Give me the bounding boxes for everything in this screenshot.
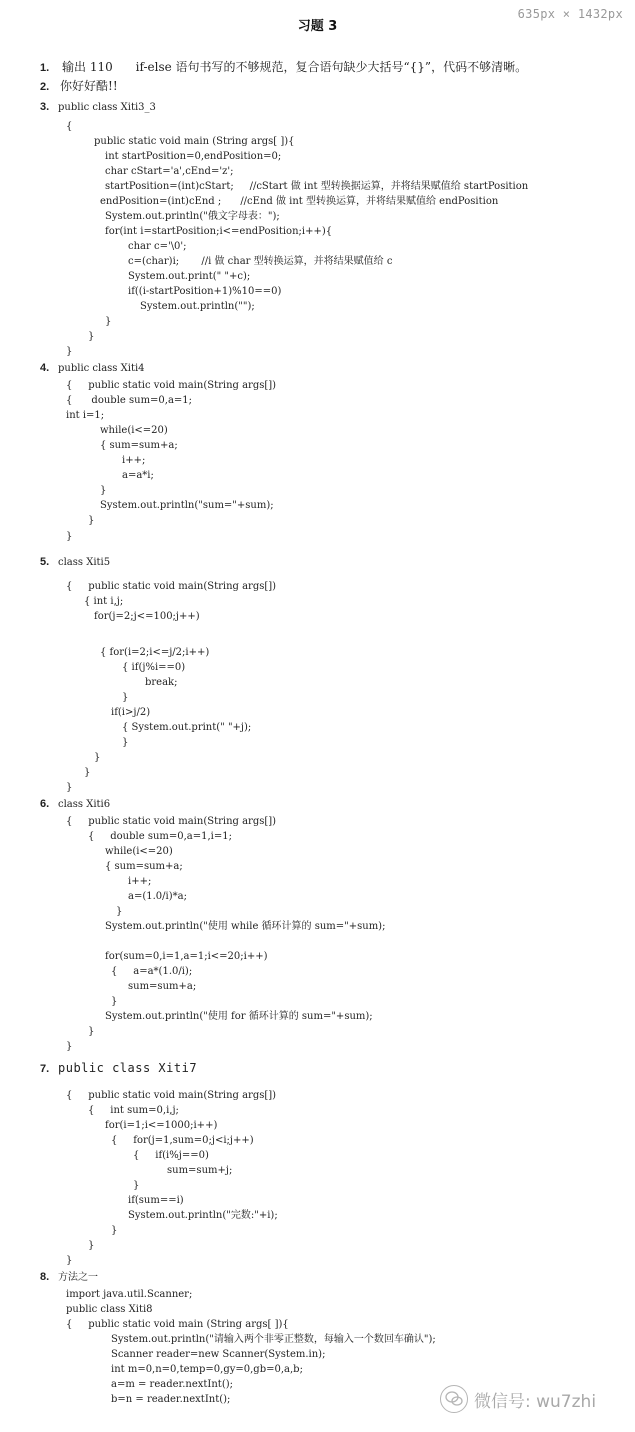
code-line: int i=1; bbox=[66, 410, 105, 421]
code-line: } bbox=[84, 767, 91, 778]
code-line: if((i-startPosition+1)%10==0) bbox=[128, 286, 282, 297]
code-line: } bbox=[66, 1041, 73, 1052]
item-number: 4. bbox=[40, 362, 50, 374]
code-line: System.out.println("sum="+sum); bbox=[100, 500, 274, 511]
code-line: Scanner reader=new Scanner(System.in); bbox=[111, 1349, 326, 1360]
item-text: class Xiti5 bbox=[58, 557, 111, 568]
wechat-circle-icon bbox=[440, 1385, 468, 1413]
item-number: 6. bbox=[40, 798, 50, 810]
code-line: public class Xiti8 bbox=[66, 1304, 153, 1315]
code-line: if(i>j/2) bbox=[111, 707, 151, 718]
code-line: } bbox=[66, 1255, 73, 1266]
code-line: { double sum=0,a=1,i=1; bbox=[88, 831, 232, 842]
code-line: public static void main (String args[ ]){ bbox=[94, 136, 295, 147]
code-line: } bbox=[88, 1026, 95, 1037]
code-line: i++; bbox=[122, 455, 146, 466]
code-line: { if(j%i==0) bbox=[122, 662, 186, 673]
code-line: { sum=sum+a; bbox=[105, 861, 183, 872]
code-line: } bbox=[116, 906, 123, 917]
code-line: { bbox=[66, 121, 73, 132]
code-line: { System.out.print(" "+j); bbox=[122, 722, 252, 733]
code-line: } bbox=[122, 692, 129, 703]
code-line: startPosition=(int)cStart; //cStart 做 int 型转换据运算，并将结果赋值给 startPosition bbox=[105, 181, 529, 192]
code-line: } bbox=[66, 782, 73, 793]
code-line: System.out.println("使用 while 循环计算的 sum="+sum); bbox=[105, 921, 386, 932]
watermark-text: 微信号: wu7zhi bbox=[474, 1392, 597, 1412]
code-line: System.out.println("完数:"+i); bbox=[128, 1210, 278, 1221]
code-line: break; bbox=[145, 677, 178, 688]
code-line: { int sum=0,i,j; bbox=[88, 1105, 179, 1116]
code-line: b=n = reader.nextInt(); bbox=[111, 1394, 231, 1405]
code-line: } bbox=[133, 1180, 140, 1191]
code-line: { sum=sum+a; bbox=[100, 440, 178, 451]
item-number: 3. bbox=[40, 101, 50, 113]
item-text: 输出 110 if-else 语句书写的不够规范，复合语句缺少大括号“{}”，代码不够清晰。 bbox=[62, 60, 528, 74]
code-line: { int i,j; bbox=[84, 596, 124, 607]
code-line: } bbox=[122, 737, 129, 748]
code-line: for(sum=0,i=1,a=1;i<=20;i++) bbox=[105, 951, 268, 962]
item-text: 你好好酷!! bbox=[60, 79, 118, 93]
code-line: i++; bbox=[128, 876, 152, 887]
code-line: while(i<=20) bbox=[105, 846, 173, 857]
code-line: } bbox=[111, 996, 118, 1007]
code-line: { for(j=1,sum=0;j<i;j++) bbox=[111, 1135, 254, 1146]
code-line: if(sum==i) bbox=[128, 1195, 184, 1206]
page-title: 习题 3 bbox=[297, 19, 338, 34]
code-line: a=a*i; bbox=[122, 470, 154, 481]
code-line: { public static void main(String args[]) bbox=[66, 816, 277, 827]
code-line: { public static void main(String args[]) bbox=[66, 1090, 277, 1101]
code-line: } bbox=[111, 1225, 118, 1236]
code-line: System.out.println("使用 for 循环计算的 sum="+sum); bbox=[105, 1011, 373, 1022]
code-line: } bbox=[100, 485, 107, 496]
code-line: } bbox=[94, 752, 101, 763]
dimension-label: 635px × 1432px bbox=[517, 7, 623, 21]
code-line: } bbox=[88, 1240, 95, 1251]
code-line: for(j=2;j<=100;j++) bbox=[94, 611, 200, 622]
code-line: for(int i=startPosition;i<=endPosition;i++){ bbox=[105, 226, 333, 237]
code-line: sum=sum+a; bbox=[128, 981, 197, 992]
code-line: } bbox=[66, 346, 73, 357]
code-line: int m=0,n=0,temp=0,gy=0,gb=0,a,b; bbox=[111, 1364, 303, 1375]
code-line: } bbox=[66, 531, 73, 542]
code-line: { public static void main (String args[ ]){ bbox=[66, 1319, 289, 1330]
code-line: endPosition=(int)cEnd ; //cEnd 做 int 型转换运算，并将结果赋值给 endPosition bbox=[100, 196, 499, 207]
item-number: 5. bbox=[40, 556, 50, 568]
code-line: c=(char)i; //i 做 char 型转换运算，并将结果赋值给 c bbox=[128, 256, 393, 267]
code-line: System.out.println("请输入两个非零正整数，每输入一个数回车确认"); bbox=[111, 1334, 436, 1345]
watermark bbox=[440, 1383, 625, 1419]
code-line: { public static void main(String args[]) bbox=[66, 581, 277, 592]
code-line: System.out.print(" "+c); bbox=[128, 271, 251, 282]
item-number: 7. bbox=[40, 1063, 50, 1075]
code-line: a=m = reader.nextInt(); bbox=[111, 1379, 233, 1390]
code-line: char c='\0'; bbox=[128, 241, 187, 252]
item-text: 方法之一 bbox=[58, 1272, 98, 1283]
code-line: { double sum=0,a=1; bbox=[66, 395, 193, 406]
code-line: { public static void main(String args[]) bbox=[66, 380, 277, 391]
item-number: 8. bbox=[40, 1271, 50, 1283]
code-line: a=(1.0/i)*a; bbox=[128, 891, 187, 902]
code-line: System.out.println("俄文字母表："); bbox=[105, 211, 280, 222]
code-line: int startPosition=0,endPosition=0; bbox=[105, 151, 282, 162]
code-line: for(i=1;i<=1000;i++) bbox=[105, 1120, 218, 1131]
code-line: char cStart='a',cEnd='z'; bbox=[105, 166, 234, 177]
item-text: class Xiti6 bbox=[58, 799, 111, 810]
code-line: import java.util.Scanner; bbox=[66, 1289, 193, 1300]
code-line: { for(i=2;i<=j/2;i++) bbox=[100, 647, 210, 658]
code-line: } bbox=[88, 331, 95, 342]
item-text: public class Xiti7 bbox=[58, 1061, 198, 1075]
code-line: { a=a*(1.0/i); bbox=[111, 966, 193, 977]
item-text: public class Xiti3_3 bbox=[58, 102, 156, 113]
code-line: sum=sum+j; bbox=[167, 1165, 233, 1176]
item-number: 1. bbox=[40, 62, 50, 74]
item-text: public class Xiti4 bbox=[58, 363, 145, 374]
code-line: } bbox=[88, 515, 95, 526]
code-line: System.out.println(""); bbox=[140, 301, 255, 312]
code-line: while(i<=20) bbox=[100, 425, 168, 436]
code-line: { if(i%j==0) bbox=[133, 1150, 209, 1161]
code-line: } bbox=[105, 316, 112, 327]
item-number: 2. bbox=[40, 81, 50, 93]
